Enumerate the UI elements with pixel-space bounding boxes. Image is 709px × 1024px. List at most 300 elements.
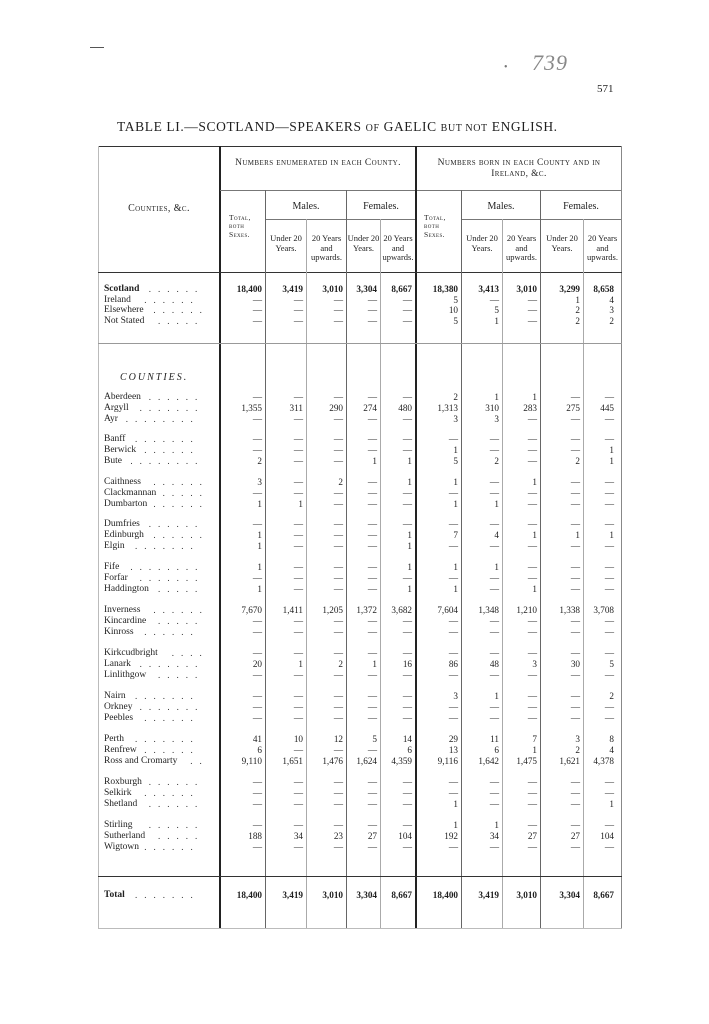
table-cell: 41 xyxy=(252,734,262,744)
table-cell: — xyxy=(293,315,303,326)
table-cell: — xyxy=(333,615,343,626)
table-cell: — xyxy=(252,315,262,326)
table-cell: 3,708 xyxy=(593,605,614,615)
table-cell: — xyxy=(367,841,377,852)
counties-section-label: COUNTIES. xyxy=(120,372,189,383)
table-cell: — xyxy=(527,487,537,498)
table-cell: — xyxy=(527,519,537,529)
table-cell: — xyxy=(252,519,262,529)
table-cell: 8,667 xyxy=(593,890,614,900)
table-cell: 10 xyxy=(448,305,458,315)
row-label: Kirkcudbright xyxy=(104,648,158,658)
table-cell: — xyxy=(527,777,537,787)
page-number: 571 xyxy=(597,83,614,95)
table-cell: 1,475 xyxy=(516,755,537,766)
table-cell: — xyxy=(367,712,377,723)
table-cell: — xyxy=(293,562,303,572)
table-cell: — xyxy=(402,691,412,701)
row-label: Aberdeen xyxy=(104,392,141,402)
table-cell: — xyxy=(293,477,303,487)
table-cell: — xyxy=(570,519,580,529)
table-cell: — xyxy=(604,498,614,509)
table-cell: 9,116 xyxy=(437,755,458,766)
table-cell: — xyxy=(367,820,377,830)
leader-dots: ....... xyxy=(135,540,200,551)
table-cell: 1 xyxy=(257,540,262,551)
table-cell: 1 xyxy=(532,744,537,755)
table-cell: — xyxy=(527,787,537,798)
table-cell: — xyxy=(402,712,412,723)
table-cell: — xyxy=(604,540,614,551)
enumerated-header: Numbers enumerated in each County. xyxy=(235,158,401,168)
leader-dots: ...... xyxy=(148,798,205,809)
table-cell: — xyxy=(402,294,412,305)
table-cell: 27 xyxy=(570,830,580,841)
table-cell: 3,419 xyxy=(478,890,499,900)
row-label: Dumbarton xyxy=(104,498,148,509)
table-cell: 7 xyxy=(453,529,458,540)
under20-header-4: Under 20 Years. xyxy=(546,233,578,253)
table-cell: 5 xyxy=(372,734,377,744)
leader-dots: ..... xyxy=(158,583,205,594)
table-cell: — xyxy=(402,498,412,509)
table-cell: 2 xyxy=(575,744,580,755)
table-cell: — xyxy=(252,777,262,787)
table-cell: — xyxy=(333,444,343,455)
table-cell: — xyxy=(367,305,377,315)
table-cell: — xyxy=(402,841,412,852)
table-cell: — xyxy=(448,712,458,723)
table-cell: — xyxy=(527,434,537,444)
table-cell: 27 xyxy=(527,830,537,841)
table-cell: — xyxy=(333,562,343,572)
table-cell: — xyxy=(333,841,343,852)
table-cell: — xyxy=(489,712,499,723)
table-cell: 3 xyxy=(532,658,537,669)
table-cell: 3,304 xyxy=(559,890,580,900)
table-cell: — xyxy=(333,798,343,809)
table-cell: 1 xyxy=(372,455,377,466)
table-cell: — xyxy=(367,540,377,551)
table-cell: — xyxy=(367,777,377,787)
table-cell: — xyxy=(402,615,412,626)
leader-dots: ...... xyxy=(148,820,205,830)
table-cell: — xyxy=(333,626,343,637)
leader-dots: ...... xyxy=(144,444,200,455)
table-cell: — xyxy=(570,669,580,680)
table-cell: — xyxy=(293,583,303,594)
table-cell: — xyxy=(527,841,537,852)
leader-dots: ..... xyxy=(158,669,205,680)
table-cell: — xyxy=(448,669,458,680)
table-cell: — xyxy=(333,744,343,755)
table-cell: — xyxy=(604,572,614,583)
leader-dots: ....... xyxy=(135,434,200,444)
table-cell: — xyxy=(402,315,412,326)
table-cell: — xyxy=(402,701,412,712)
table-cell: — xyxy=(333,583,343,594)
table-cell: — xyxy=(293,744,303,755)
leader-dots: ....... xyxy=(139,402,205,413)
table-cell: — xyxy=(252,691,262,701)
table-cell: — xyxy=(570,477,580,487)
table-cell: 1 xyxy=(575,529,580,540)
row-label: Inverness xyxy=(104,605,141,615)
table-cell: — xyxy=(489,648,499,658)
row-label: Fife xyxy=(104,562,120,572)
table-cell: — xyxy=(293,529,303,540)
over20-header-3: 20 Years and upwards. xyxy=(506,233,537,263)
table-cell: 3 xyxy=(575,734,580,744)
table-cell: 1 xyxy=(609,798,614,809)
table-cell: — xyxy=(604,626,614,637)
table-cell: — xyxy=(293,626,303,637)
table-cell: 8,667 xyxy=(391,890,412,900)
table-cell: — xyxy=(604,777,614,787)
table-cell: 14 xyxy=(402,734,412,744)
table-cell: 2 xyxy=(609,315,614,326)
over20-header-2: 20 Years and upwards. xyxy=(382,233,414,263)
table-cell: — xyxy=(252,444,262,455)
leader-dots: ...... xyxy=(148,392,205,402)
table-cell: — xyxy=(570,615,580,626)
table-cell: — xyxy=(448,572,458,583)
table-cell: — xyxy=(604,841,614,852)
table-cell: 2 xyxy=(338,658,343,669)
males-header-1: Males. xyxy=(292,201,320,212)
table-cell: — xyxy=(252,392,262,402)
table-cell: — xyxy=(402,487,412,498)
table-cell: 1 xyxy=(298,658,303,669)
table-cell: — xyxy=(402,626,412,637)
over20-header-4: 20 Years and upwards. xyxy=(587,233,618,263)
table-cell: — xyxy=(527,294,537,305)
table-cell: — xyxy=(252,648,262,658)
row-label: Ross and Cromarty xyxy=(104,755,178,766)
table-cell: — xyxy=(489,626,499,637)
table-cell: — xyxy=(448,626,458,637)
leader-dots: ...... xyxy=(148,519,205,529)
table-cell: — xyxy=(293,787,303,798)
leader-dots: ...... xyxy=(153,305,209,315)
table-cell: — xyxy=(402,777,412,787)
table-cell: 29 xyxy=(448,734,458,744)
table-cell: 1,348 xyxy=(478,605,499,615)
table-cell: 1,411 xyxy=(282,605,303,615)
table-cell: 8,667 xyxy=(391,284,412,294)
table-cell: — xyxy=(489,572,499,583)
table-cell: — xyxy=(333,820,343,830)
row-label: Total xyxy=(104,890,125,900)
table-cell: 8,658 xyxy=(593,284,614,294)
table-cell: — xyxy=(570,434,580,444)
row-label: Not Stated xyxy=(104,315,145,326)
table-cell: — xyxy=(570,540,580,551)
table-cell: — xyxy=(293,669,303,680)
table-cell: — xyxy=(448,648,458,658)
table-cell: — xyxy=(527,455,537,466)
table-cell: 1 xyxy=(407,477,412,487)
under20-header-1: Under 20 Years. xyxy=(270,233,302,253)
under20-header-2: Under 20 Years. xyxy=(347,233,380,253)
table-cell: 5 xyxy=(453,315,458,326)
table-cell: — xyxy=(448,841,458,852)
table-cell: — xyxy=(252,413,262,424)
table-cell: — xyxy=(333,777,343,787)
table-cell: — xyxy=(570,691,580,701)
table-cell: — xyxy=(527,413,537,424)
table-cell: — xyxy=(367,798,377,809)
leader-dots: ...... xyxy=(144,744,200,755)
table-cell: — xyxy=(489,444,499,455)
table-cell: 1,642 xyxy=(478,755,499,766)
table-cell: 1 xyxy=(453,444,458,455)
table-cell: — xyxy=(333,572,343,583)
table-cell: — xyxy=(333,498,343,509)
table-cell: — xyxy=(570,798,580,809)
table-cell: 2 xyxy=(575,315,580,326)
table-cell: — xyxy=(252,294,262,305)
table-cell: — xyxy=(333,519,343,529)
table-cell: — xyxy=(367,648,377,658)
table-cell: 1 xyxy=(532,392,537,402)
table-cell: 23 xyxy=(333,830,343,841)
table-cell: — xyxy=(570,787,580,798)
table-cell: — xyxy=(402,798,412,809)
table-cell: — xyxy=(604,477,614,487)
table-cell: — xyxy=(604,434,614,444)
table-cell: 480 xyxy=(398,402,412,413)
table-cell: 1 xyxy=(609,455,614,466)
table-cell: — xyxy=(402,434,412,444)
table-cell: — xyxy=(402,413,412,424)
table-cell: — xyxy=(293,798,303,809)
table-cell: — xyxy=(448,519,458,529)
table-cell: 1 xyxy=(532,529,537,540)
table-cell: — xyxy=(402,669,412,680)
table-cell: — xyxy=(293,305,303,315)
table-cell: 3,304 xyxy=(356,890,377,900)
table-cell: 3,419 xyxy=(282,284,303,294)
table-cell: 192 xyxy=(444,830,458,841)
row-label: Lanark xyxy=(104,658,131,669)
table-cell: — xyxy=(402,787,412,798)
row-label: Scotland xyxy=(104,284,140,294)
table-cell: 1,205 xyxy=(322,605,343,615)
table-cell: — xyxy=(448,615,458,626)
table-cell: — xyxy=(293,701,303,712)
table-cell: 34 xyxy=(489,830,499,841)
table-cell: 1 xyxy=(575,294,580,305)
table-cell: — xyxy=(333,787,343,798)
table-cell: — xyxy=(489,787,499,798)
table-cell: 34 xyxy=(293,830,303,841)
row-label: Shetland xyxy=(104,798,138,809)
table-cell: 7 xyxy=(532,734,537,744)
table-cell: — xyxy=(252,712,262,723)
table-cell: 1 xyxy=(494,691,499,701)
table-cell: — xyxy=(367,562,377,572)
table-cell: 1 xyxy=(453,820,458,830)
table-cell: 1 xyxy=(407,540,412,551)
table-cell: — xyxy=(293,777,303,787)
table-cell: — xyxy=(333,305,343,315)
table-cell: — xyxy=(367,669,377,680)
table-cell: 4 xyxy=(609,294,614,305)
table-cell: 11 xyxy=(490,734,499,744)
table-cell: — xyxy=(448,787,458,798)
table-cell: 1 xyxy=(453,498,458,509)
table-cell: — xyxy=(367,529,377,540)
leader-dots: ...... xyxy=(153,529,209,540)
table-cell: — xyxy=(402,572,412,583)
table-cell: 5 xyxy=(609,658,614,669)
table-cell: — xyxy=(448,434,458,444)
row-label: Linlithgow xyxy=(104,669,147,680)
table-cell: — xyxy=(527,562,537,572)
table-cell: 104 xyxy=(398,830,412,841)
table-cell: 1 xyxy=(494,315,499,326)
table-cell: 86 xyxy=(448,658,458,669)
leader-dots: ..... xyxy=(158,315,205,326)
table-cell: 3 xyxy=(609,305,614,315)
table-cell: — xyxy=(293,294,303,305)
table-cell: 283 xyxy=(523,402,537,413)
table-cell: — xyxy=(252,305,262,315)
table-cell: — xyxy=(333,529,343,540)
total-both-sexes-header-2: Total, both Sexes. xyxy=(424,213,446,239)
table-cell: 290 xyxy=(329,402,343,413)
row-label: Argyll xyxy=(104,402,129,413)
margin-dot: • xyxy=(504,62,508,73)
females-header-2: Females. xyxy=(563,201,599,212)
table-cell: — xyxy=(252,701,262,712)
table-cell: 1 xyxy=(372,658,377,669)
table-cell: 1 xyxy=(609,444,614,455)
margin-dash xyxy=(90,47,104,48)
table-cell: 1 xyxy=(494,562,499,572)
table-cell: — xyxy=(489,615,499,626)
table-cell: — xyxy=(252,615,262,626)
table-cell: — xyxy=(402,648,412,658)
table-cell: — xyxy=(293,841,303,852)
table-cell: — xyxy=(448,487,458,498)
table-cell: — xyxy=(489,669,499,680)
table-cell: 30 xyxy=(570,658,580,669)
table-cell: — xyxy=(570,626,580,637)
row-label: Kincardine xyxy=(104,615,147,626)
title-main: TABLE LI.—SCOTLAND—SPEAKERS xyxy=(117,119,362,134)
table-cell: 3,010 xyxy=(322,890,343,900)
table-cell: — xyxy=(333,455,343,466)
table-cell: 1 xyxy=(257,529,262,540)
table-cell: — xyxy=(367,498,377,509)
table-cell: 1 xyxy=(257,562,262,572)
table-cell: — xyxy=(604,712,614,723)
row-label: Wigtown xyxy=(104,841,139,852)
table-cell: 1,651 xyxy=(282,755,303,766)
born-header: Numbers born in each County and in Ireland, &c. xyxy=(437,158,601,179)
table-cell: 1,372 xyxy=(356,605,377,615)
table-cell: 3,304 xyxy=(356,284,377,294)
table-cell: — xyxy=(527,712,537,723)
table-cell: — xyxy=(489,841,499,852)
table-cell: — xyxy=(527,540,537,551)
table-cell: 3,682 xyxy=(391,605,412,615)
table-cell: — xyxy=(489,583,499,594)
table-cell: — xyxy=(604,615,614,626)
table-cell: — xyxy=(252,787,262,798)
table-cell: 9,110 xyxy=(241,755,262,766)
table-cell: — xyxy=(604,562,614,572)
leader-dots: ........ xyxy=(125,413,200,424)
row-label: Sutherland xyxy=(104,830,146,841)
table-cell: 1 xyxy=(407,562,412,572)
table-cell: — xyxy=(293,455,303,466)
table-cell: — xyxy=(527,691,537,701)
table-cell: 2 xyxy=(257,455,262,466)
table-cell: 2 xyxy=(575,455,580,466)
table-cell: 445 xyxy=(600,402,614,413)
leader-dots: ........ xyxy=(130,562,205,572)
table-cell: 6 xyxy=(407,744,412,755)
table-cell: — xyxy=(527,648,537,658)
table-cell: — xyxy=(402,820,412,830)
table-cell: 3,299 xyxy=(559,284,580,294)
table-cell: — xyxy=(367,787,377,798)
table-cell: — xyxy=(293,519,303,529)
under20-header-3: Under 20 Years. xyxy=(466,233,498,253)
table-cell: — xyxy=(527,315,537,326)
title-of: OF xyxy=(365,123,380,134)
table-cell: 1 xyxy=(257,583,262,594)
table-cell: 10 xyxy=(293,734,303,744)
table-cell: — xyxy=(402,519,412,529)
leader-dots: ....... xyxy=(135,890,200,900)
leader-dots: ..... xyxy=(162,487,209,498)
table-cell: 3,010 xyxy=(322,284,343,294)
leader-dots: ...... xyxy=(144,294,200,305)
table-cell: — xyxy=(367,392,377,402)
table-cell: — xyxy=(489,777,499,787)
table-cell: — xyxy=(367,626,377,637)
leader-dots: ....... xyxy=(139,572,205,583)
row-label: Kinross xyxy=(104,626,134,637)
table-cell: — xyxy=(527,626,537,637)
leader-dots: ....... xyxy=(139,658,205,669)
table-cell: 275 xyxy=(566,402,580,413)
table-cell: — xyxy=(527,305,537,315)
table-cell: 1,210 xyxy=(516,605,537,615)
table-cell: 310 xyxy=(485,402,499,413)
title-english: ENGLISH. xyxy=(491,119,558,134)
table-cell: — xyxy=(570,498,580,509)
table-cell: — xyxy=(489,294,499,305)
table-cell: — xyxy=(570,487,580,498)
table-cell: — xyxy=(293,487,303,498)
leader-dots: ....... xyxy=(139,701,205,712)
table-cell: 2 xyxy=(609,691,614,701)
table-cell: — xyxy=(252,669,262,680)
table-cell: — xyxy=(252,820,262,830)
table-cell: — xyxy=(367,294,377,305)
table-cell: — xyxy=(448,540,458,551)
table-cell: 2 xyxy=(453,392,458,402)
over20-header-1: 20 Years and upwards. xyxy=(311,233,342,263)
table-cell: 3 xyxy=(257,477,262,487)
table-cell: — xyxy=(570,701,580,712)
table-cell: 4,359 xyxy=(391,755,412,766)
